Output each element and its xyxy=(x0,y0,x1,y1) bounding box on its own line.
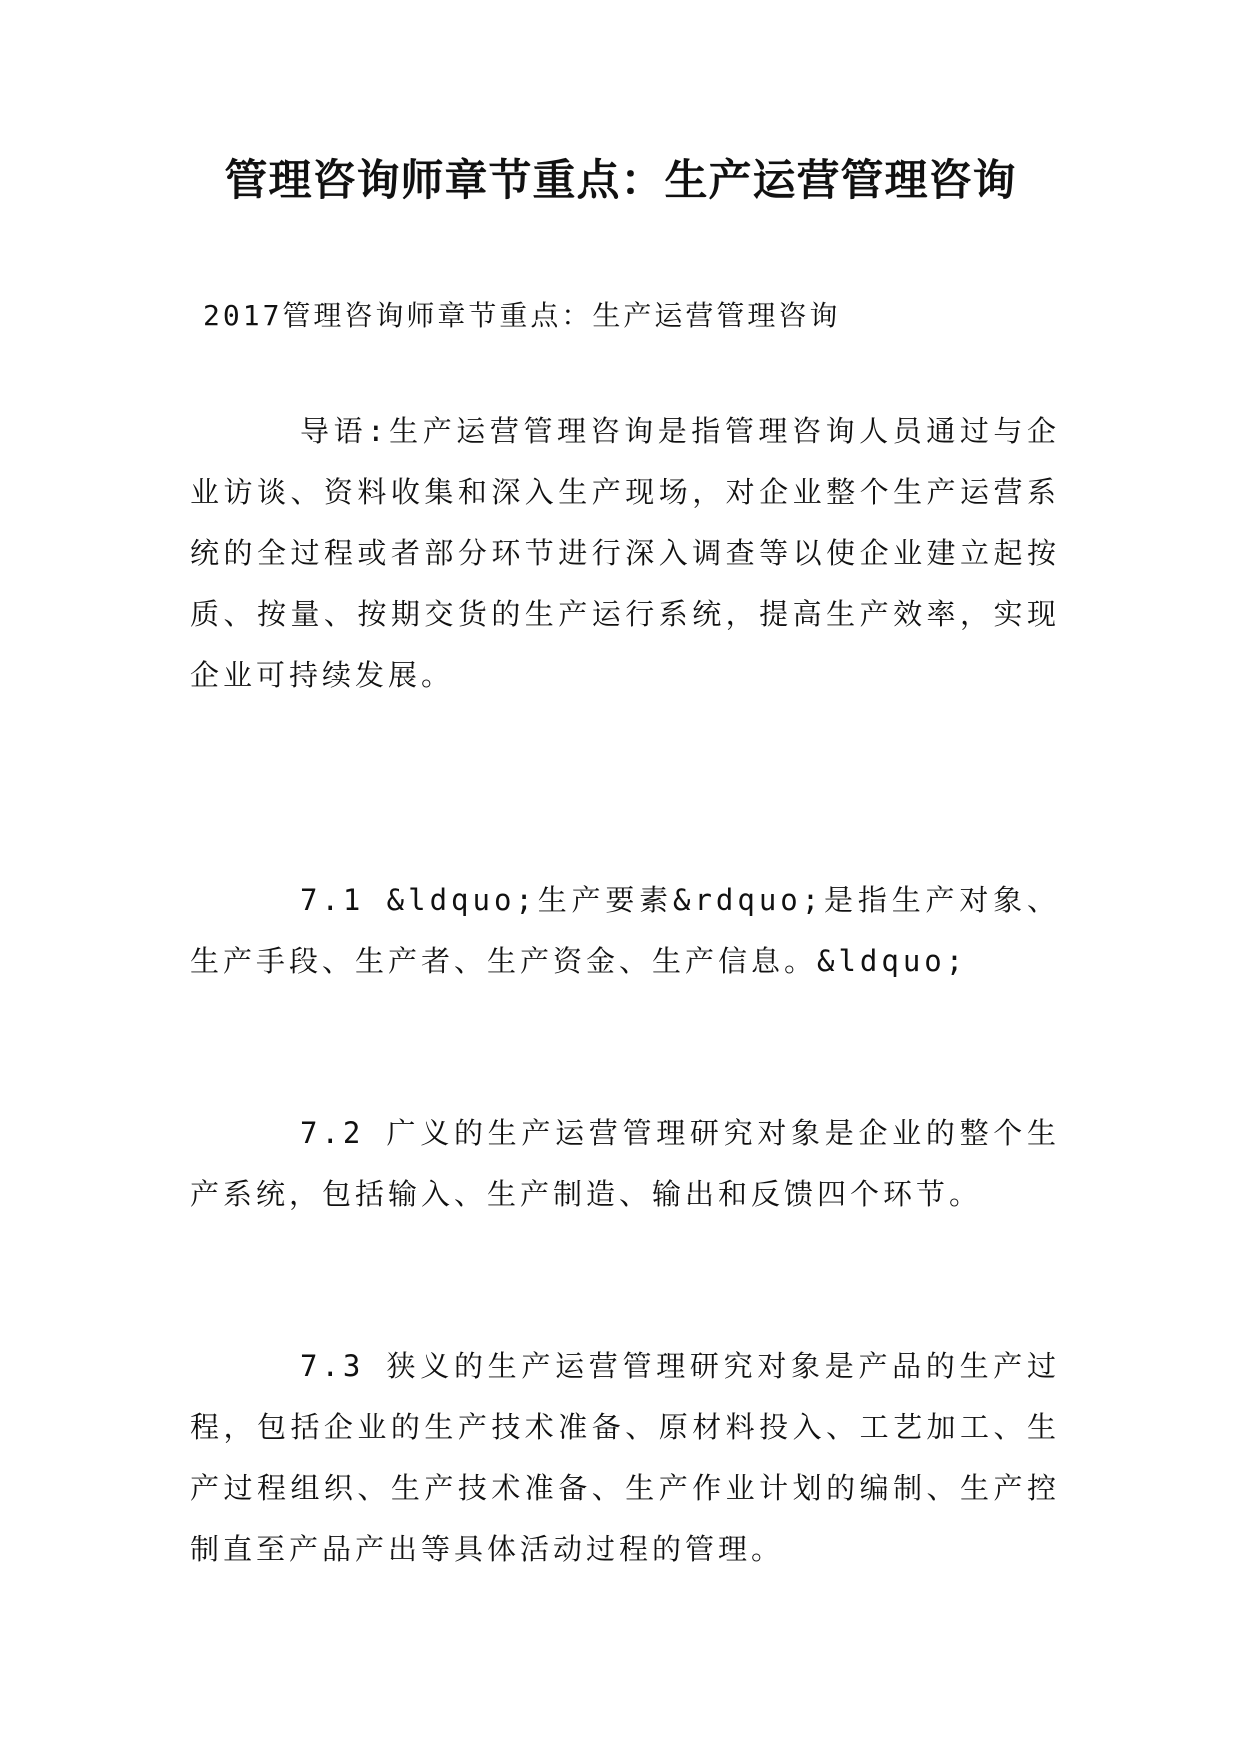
section-7-3-paragraph: 7.3 狭义的生产运营管理研究对象是产品的生产过程，包括企业的生产技术准备、原材料投入、工艺加工、生产过程组织、生产技术准备、生产作业计划的编制、生产控制直至产品产出等具体活动过程的管理。 xyxy=(190,1349,1060,1566)
intro-paragraph: 导语:生产运营管理咨询是指管理咨询人员通过与企业访谈、资料收集和深入生产现场，对企业整个生产运营系统的全过程或者部分环节进行深入调查等以使企业建立起按质、按量、按期交货的生产运行系统，提高生产效率，实现企业可持续发展。 xyxy=(190,414,1060,692)
document-subtitle: 2017管理咨询师章节重点：生产运营管理咨询 xyxy=(203,299,841,332)
section-7-2-paragraph: 7.2 广义的生产运营管理研究对象是企业的整个生产系统，包括输入、生产制造、输出和反馈四个环节。 xyxy=(190,1116,1060,1211)
document-title: 管理咨询师章节重点：生产运营管理咨询 xyxy=(224,156,1017,206)
section-7-1-paragraph: 7.1 &ldquo;生产要素&rdquo;是指生产对象、生产手段、生产者、生产资金、生产信息。&ldquo; xyxy=(190,883,1060,978)
